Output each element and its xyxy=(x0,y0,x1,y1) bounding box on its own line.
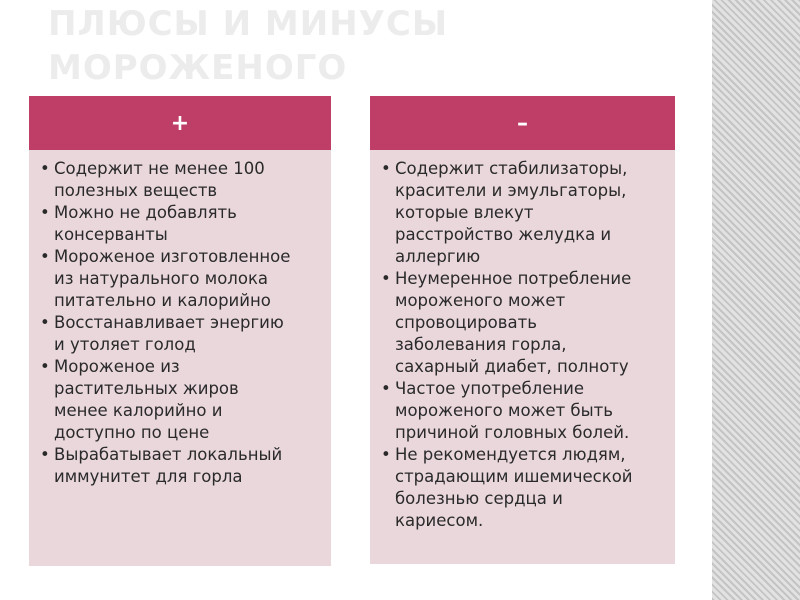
cons-item: • Содержит стабилизаторы, красители и эмульгаторы, которые влекут расстройство желудка и аллергию xyxy=(378,158,667,268)
cons-item: • Частое употребление мороженого может быть причиной головных болей. xyxy=(378,378,667,444)
pros-item: • Мороженое из растительных жиров менее калорийно и доступно по цене xyxy=(37,356,323,444)
pros-item: • Мороженое изготовленное из натурального молока питательно и калорийно xyxy=(37,246,323,312)
pros-item: • Вырабатывает локальный иммунитет для горла xyxy=(37,444,323,488)
slide-title-line-1: ПЛЮСЫ И МИНУСЫ xyxy=(48,4,449,44)
cons-body xyxy=(370,150,675,564)
cons-list xyxy=(378,158,667,532)
slide-title-line-2: МОРОЖЕНОГО xyxy=(48,48,348,88)
pros-item: • Содержит не менее 100 полезных веществ xyxy=(37,158,323,202)
cons-column xyxy=(370,96,675,564)
pros-item: • Восстанавливает энергию и утоляет голод xyxy=(37,312,323,356)
cons-item: • Неумеренное потребление мороженого может спровоцировать заболевания горла, сахарный диабет, полноту xyxy=(378,268,667,378)
minus-sign: – xyxy=(517,110,528,136)
pros-list xyxy=(37,158,323,488)
plus-sign: + xyxy=(170,110,190,136)
pros-header xyxy=(29,96,331,150)
pros-column xyxy=(29,96,331,566)
pros-item: • Можно не добавлять консерванты xyxy=(37,202,323,246)
pros-body xyxy=(29,150,331,566)
cons-header xyxy=(370,96,675,150)
cons-item: • Не рекомендуется людям, страдающим ишемической болезнью сердца и кариесом. xyxy=(378,444,667,532)
slide-title xyxy=(48,2,448,90)
decorative-stripe-panel xyxy=(712,0,800,600)
